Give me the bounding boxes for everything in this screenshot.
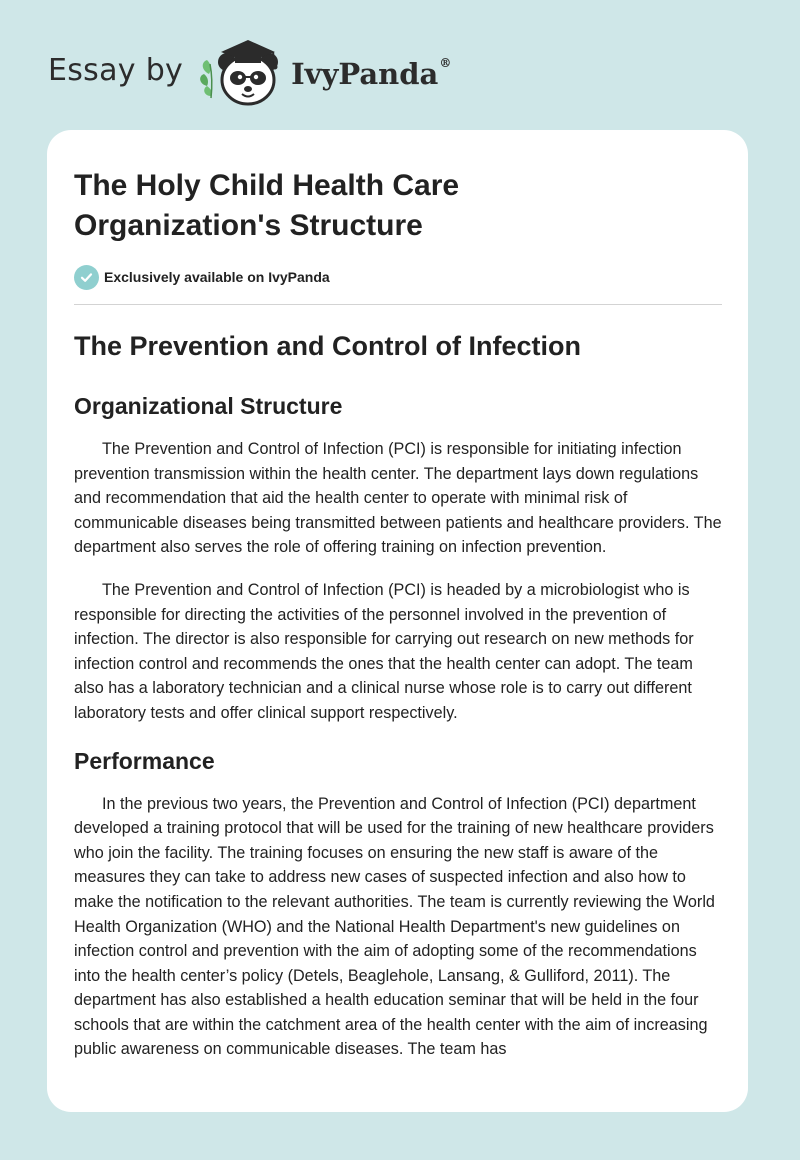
subsection-title-organizational-structure: Organizational Structure bbox=[74, 393, 343, 419]
section-title: The Prevention and Control of Infection bbox=[74, 331, 582, 361]
brand-name: IvyPanda® bbox=[291, 56, 452, 91]
brand-header bbox=[48, 34, 451, 110]
brand-prefix: Essay by bbox=[48, 52, 184, 88]
subsection-title-performance: Performance bbox=[74, 747, 215, 774]
document-content bbox=[74, 166, 724, 1062]
document-title bbox=[74, 166, 724, 246]
divider bbox=[74, 304, 722, 305]
paragraph: The Prevention and Control of Infection (PCI) is headed by a microbiologist who is responsible for directing the activities of the personnel involved in the prevention of infection. The director is also responsible for carrying out research on new methods for infection control and recommends the ones that the health center can adopt. The team also has a laboratory technician and a clinical nurse whose role is to carry out different laboratory tests and offer clinical support respectively. bbox=[74, 580, 694, 722]
title-line-2: Organization's Structure bbox=[74, 209, 423, 242]
check-icon bbox=[74, 265, 99, 290]
registered-mark: ® bbox=[439, 56, 452, 71]
title-line-1: The Holy Child Health Care bbox=[74, 169, 460, 202]
paragraph: In the previous two years, the Prevention and Control of Infection (PCI) department developed a training protocol that will be used for the training of new healthcare providers who join the facility. The training focuses on ensuring the new staff is aware of the measures they can take to address new cases of suspected infection and also how to make the notification to the relevant authorities. The team is currently reviewing the World Health Organization (WHO) and the National Health Department's new guidelines on infection control and prevention with the aim of adopting some of the recommendations into the health center’s policy (Detels, Beaglehole, Lansang, & Gulliford, 2011). The department has also established a health education seminar that will be held in the four schools that are within the catchment area of the health center with the aim of increasing public awareness on communicable diseases. The team has bbox=[74, 794, 715, 1059]
panda-logo-icon bbox=[197, 34, 287, 110]
badge-text: Exclusively available on IvyPanda bbox=[104, 269, 330, 285]
paragraph: The Prevention and Control of Infection (PCI) is responsible for initiating infection prevention transmission within the health center. The department lays down regulations and recommendation that aid the health center to operate with minimal risk of communicable diseases being transmitted between patients and healthcare providers. The department also serves the role of offering training on infection prevention. bbox=[74, 440, 722, 557]
document-card bbox=[47, 130, 748, 1112]
exclusive-badge bbox=[74, 264, 724, 290]
